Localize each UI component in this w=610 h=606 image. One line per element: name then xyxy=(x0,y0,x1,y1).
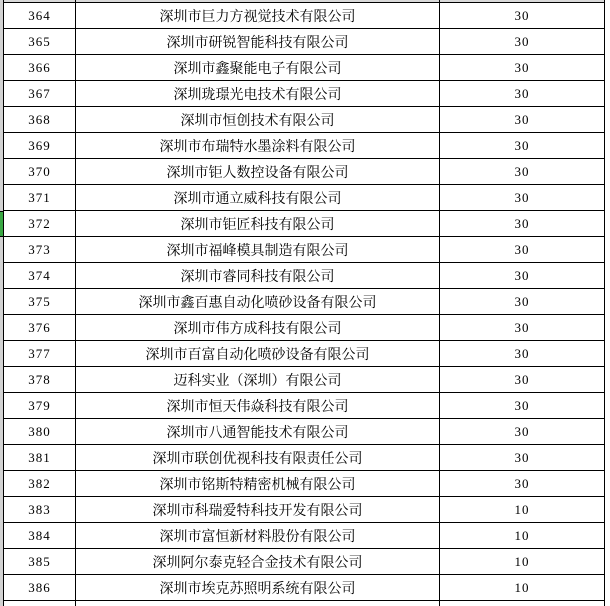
table-row xyxy=(4,263,604,289)
row-number-cell[interactable]: 385 xyxy=(4,549,76,574)
score-cell[interactable]: 30 xyxy=(514,319,530,335)
score-cell[interactable]: 30 xyxy=(514,397,530,413)
score-cell[interactable]: 30 xyxy=(514,7,530,23)
score-cell[interactable]: 10 xyxy=(514,501,530,517)
row-number-cell[interactable]: 371 xyxy=(4,185,76,210)
table-row xyxy=(4,315,604,341)
company-name-cell[interactable]: 深圳市科瑞爱特科技开发有限公司 xyxy=(76,497,440,522)
row-number-cell[interactable]: 377 xyxy=(4,341,76,366)
row-number-cell[interactable]: 370 xyxy=(4,159,76,184)
table-row xyxy=(4,185,604,211)
table-row xyxy=(4,523,604,549)
table-row xyxy=(4,575,604,601)
company-name-cell[interactable]: 深圳市鑫百惠自动化喷砂设备有限公司 xyxy=(76,289,440,314)
row-number-cell[interactable]: 368 xyxy=(4,107,76,132)
partial-row-below xyxy=(4,601,604,606)
score-cell[interactable]: 30 xyxy=(514,293,530,309)
table-row xyxy=(4,159,604,185)
row-number-cell xyxy=(4,0,76,2)
score-cell[interactable]: 30 xyxy=(514,137,530,153)
company-name-cell[interactable]: 深圳市研锐智能科技有限公司 xyxy=(76,29,440,54)
table-row xyxy=(4,549,604,575)
company-name-cell[interactable]: 深圳市铭斯特精密机械有限公司 xyxy=(76,471,440,496)
score-cell[interactable]: 30 xyxy=(514,371,530,387)
score-cell[interactable]: 30 xyxy=(514,189,530,205)
table-row xyxy=(4,55,604,81)
row-number-cell[interactable]: 373 xyxy=(4,237,76,262)
score-cell[interactable]: 30 xyxy=(514,215,530,231)
row-number-cell[interactable]: 376 xyxy=(4,315,76,340)
table-row xyxy=(4,211,604,237)
company-name-cell[interactable]: 深圳市恒天伟焱科技有限公司 xyxy=(76,393,440,418)
table-row xyxy=(4,367,604,393)
score-cell[interactable]: 30 xyxy=(514,59,530,75)
company-name-cell[interactable]: 深圳市钜人数控设备有限公司 xyxy=(76,159,440,184)
row-number-cell xyxy=(4,601,76,606)
table-row xyxy=(4,471,604,497)
company-name-cell[interactable]: 迈科实业（深圳）有限公司 xyxy=(76,367,440,392)
company-name-cell[interactable]: 深圳市百富自动化喷砂设备有限公司 xyxy=(76,341,440,366)
table-row xyxy=(4,289,604,315)
row-number-cell[interactable]: 366 xyxy=(4,55,76,80)
row-number-cell[interactable]: 378 xyxy=(4,367,76,392)
score-cell xyxy=(440,0,604,2)
table-row xyxy=(4,445,604,471)
score-cell[interactable]: 30 xyxy=(514,267,530,283)
table-row xyxy=(4,237,604,263)
company-name-cell[interactable]: 深圳市通立威科技有限公司 xyxy=(76,185,440,210)
company-name-cell[interactable]: 深圳市富恒新材料股份有限公司 xyxy=(76,523,440,548)
score-cell[interactable]: 30 xyxy=(514,111,530,127)
company-name-cell xyxy=(76,0,440,2)
score-cell[interactable]: 30 xyxy=(514,423,530,439)
table-row xyxy=(4,29,604,55)
table-row xyxy=(4,393,604,419)
row-number-cell[interactable]: 364 xyxy=(4,3,76,28)
score-cell[interactable]: 30 xyxy=(514,33,530,49)
row-number-cell[interactable]: 367 xyxy=(4,81,76,106)
company-name-cell[interactable]: 深圳市福峰模具制造有限公司 xyxy=(76,237,440,262)
company-name-cell[interactable]: 深圳市睿同科技有限公司 xyxy=(76,263,440,288)
company-name-cell[interactable]: 深圳珑璟光电技术有限公司 xyxy=(76,81,440,106)
score-cell[interactable]: 30 xyxy=(514,345,530,361)
company-name-cell[interactable]: 深圳市布瑞特水墨涂料有限公司 xyxy=(76,133,440,158)
row-number-cell[interactable]: 386 xyxy=(4,575,76,600)
score-cell[interactable]: 30 xyxy=(514,85,530,101)
row-number-cell[interactable]: 375 xyxy=(4,289,76,314)
score-cell[interactable]: 10 xyxy=(514,553,530,569)
row-number-cell[interactable]: 384 xyxy=(4,523,76,548)
score-cell[interactable]: 30 xyxy=(514,241,530,257)
score-cell xyxy=(440,601,604,606)
table-row xyxy=(4,81,604,107)
row-number-cell[interactable]: 380 xyxy=(4,419,76,444)
company-score-table xyxy=(3,0,605,606)
score-cell[interactable]: 10 xyxy=(514,579,530,595)
row-number-cell[interactable]: 379 xyxy=(4,393,76,418)
row-number-cell[interactable]: 382 xyxy=(4,471,76,496)
row-number-cell[interactable]: 374 xyxy=(4,263,76,288)
company-name-cell[interactable]: 深圳阿尔泰克轻合金技术有限公司 xyxy=(76,549,440,574)
company-name-cell[interactable]: 深圳市巨力方视觉技术有限公司 xyxy=(76,3,440,28)
company-name-cell[interactable]: 深圳市埃克苏照明系统有限公司 xyxy=(76,575,440,600)
table-row xyxy=(4,341,604,367)
table-row xyxy=(4,497,604,523)
row-number-cell[interactable]: 381 xyxy=(4,445,76,470)
company-name-cell[interactable]: 深圳市八通智能技术有限公司 xyxy=(76,419,440,444)
table-row xyxy=(4,3,604,29)
score-cell[interactable]: 10 xyxy=(514,527,530,543)
row-number-cell[interactable]: 372 xyxy=(4,211,76,236)
table-row xyxy=(4,107,604,133)
company-name-cell[interactable]: 深圳市钜匠科技有限公司 xyxy=(76,211,440,236)
row-number-cell[interactable]: 383 xyxy=(4,497,76,522)
company-name-cell[interactable]: 深圳市联创优视科技有限责任公司 xyxy=(76,445,440,470)
score-cell[interactable]: 30 xyxy=(514,475,530,491)
table-rows xyxy=(4,3,604,601)
company-name-cell[interactable]: 深圳市恒创技术有限公司 xyxy=(76,107,440,132)
score-cell[interactable]: 30 xyxy=(514,449,530,465)
score-cell[interactable]: 30 xyxy=(514,163,530,179)
company-name-cell xyxy=(76,601,440,606)
table-row xyxy=(4,133,604,159)
company-name-cell[interactable]: 深圳市鑫聚能电子有限公司 xyxy=(76,55,440,80)
company-name-cell[interactable]: 深圳市伟方成科技有限公司 xyxy=(76,315,440,340)
row-number-cell[interactable]: 369 xyxy=(4,133,76,158)
row-number-cell[interactable]: 365 xyxy=(4,29,76,54)
table-row xyxy=(4,419,604,445)
